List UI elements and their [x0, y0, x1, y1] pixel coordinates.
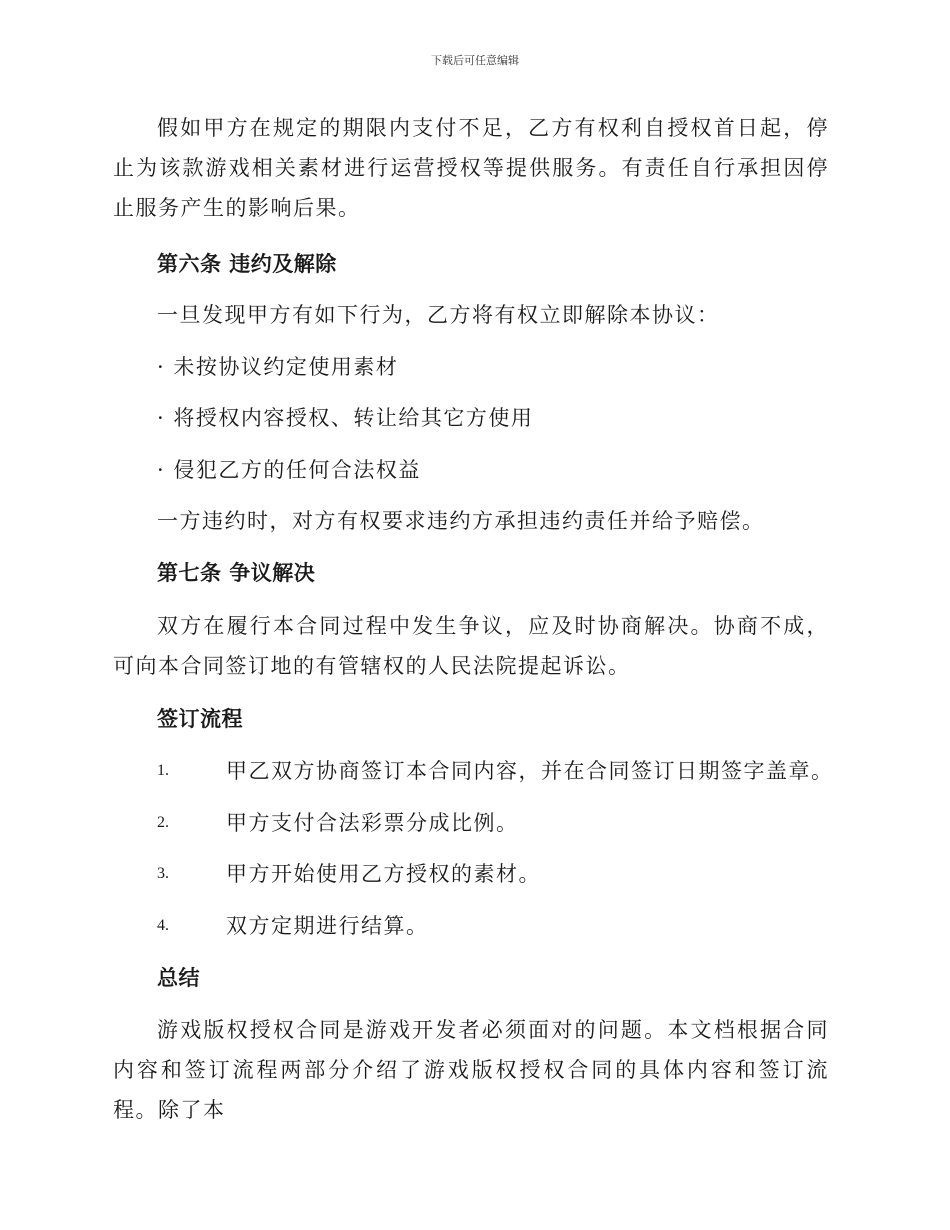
step-2-number: 2. — [157, 814, 169, 831]
step-4-text: 双方定期进行结算。 — [226, 914, 429, 938]
breach-bullet-2: · 将授权内容授权、转让给其它方使用 — [157, 406, 534, 430]
paragraph-breach-compensation: 一方违约时，对方有权要求违约方承担违约责任并给予赔偿。 — [157, 509, 765, 533]
step-2-text: 甲方支付合法彩票分成比例。 — [226, 811, 519, 835]
step-1-text: 甲乙双方协商签订本合同内容，并在合同签订日期签字盖章。 — [226, 759, 834, 783]
step-3-text: 甲方开始使用乙方授权的素材。 — [226, 862, 541, 886]
paragraph-payment-shortfall: 假如甲方在规定的期限内支付不足，乙方有权利自授权首日起，停止为该款游戏相关素材进行运营授权等提供服务。有责任自行承担因停止服务产生的影响后果。 — [113, 116, 829, 220]
step-3-number: 3. — [157, 865, 169, 882]
step-4-number: 4. — [157, 917, 169, 934]
paragraph-breach-intro: 一旦发现甲方有如下行为，乙方将有权立即解除本协议： — [157, 303, 720, 327]
heading-article-6: 第六条 违约及解除 — [157, 251, 337, 276]
paragraph-dispute: 双方在履行本合同过程中发生争议，应及时协商解决。协商不成，可向本合同签订地的有管辖权的人民法院提起诉讼。 — [113, 614, 829, 678]
header-note: 下载后可任意编辑 — [431, 54, 519, 67]
paragraph-summary: 游戏版权授权合同是游戏开发者必须面对的问题。本文档根据合同内容和签订流程两部分介绍了游戏版权授权合同的具体内容和签订流程。除了本 — [113, 1018, 829, 1122]
heading-summary: 总结 — [157, 965, 200, 990]
breach-bullet-3: · 侵犯乙方的任何合法权益 — [157, 458, 421, 482]
step-1-number: 1. — [157, 762, 169, 779]
heading-signing-process: 签订流程 — [157, 706, 243, 731]
heading-article-7: 第七条 争议解决 — [157, 560, 316, 585]
breach-bullet-1: · 未按协议约定使用素材 — [157, 355, 399, 379]
